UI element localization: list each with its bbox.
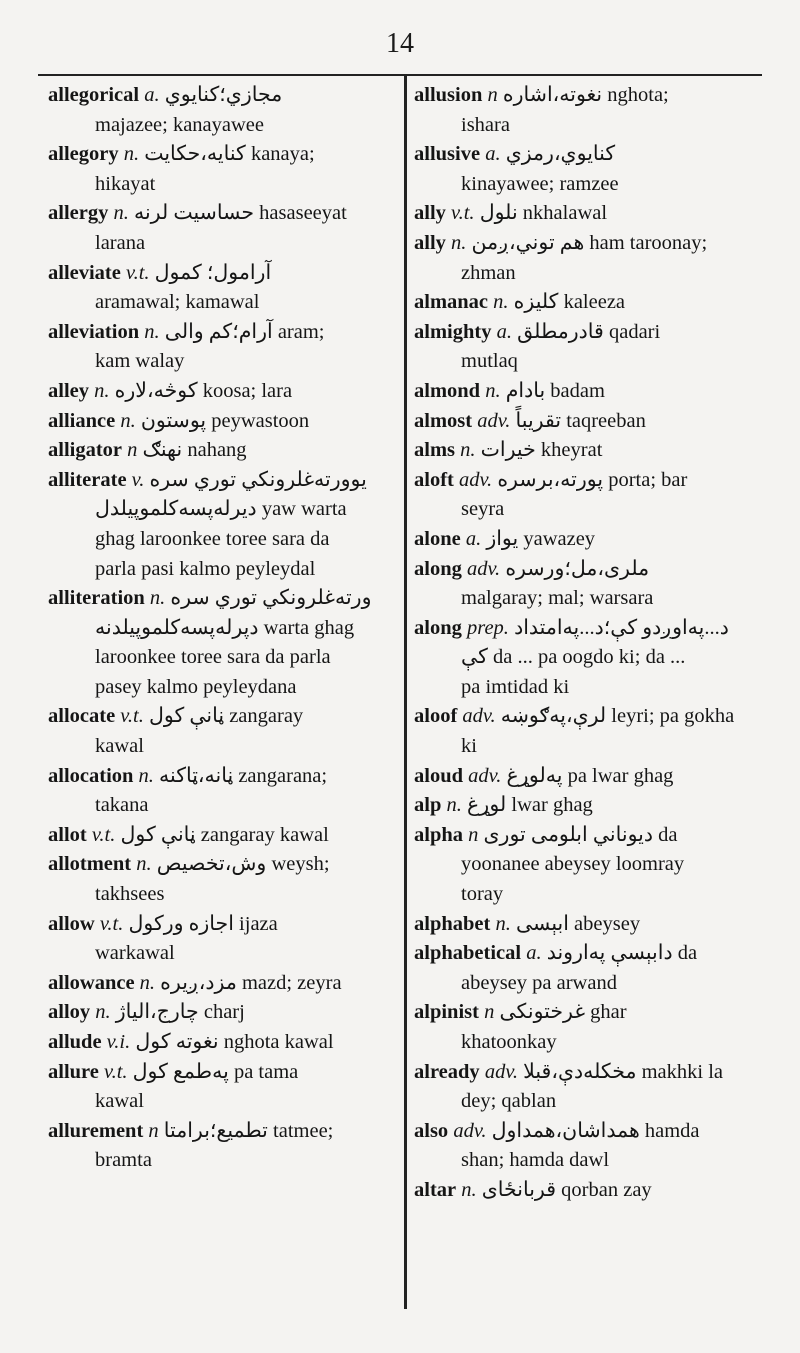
entry-definition-line: خيرات kheyrat	[480, 439, 603, 462]
entry-part-of-speech: v.t.	[91, 823, 116, 846]
entry-headword: allot	[48, 823, 87, 846]
entry-headword: aloft	[414, 468, 454, 491]
entry-headword: allusive	[414, 143, 481, 166]
dictionary-entry	[414, 910, 764, 940]
entry-headword: along	[414, 616, 462, 639]
dictionary-entry	[48, 850, 388, 909]
entry-definition-line: ghag laroonkee toree sara da	[95, 527, 330, 550]
entry-definition-line: ڼانې کول zangaray kawal	[120, 823, 329, 846]
entry-part-of-speech: n.	[461, 1178, 477, 1201]
entry-part-of-speech: v.t.	[451, 202, 475, 225]
entry-definition-line: ڼانې کول zangaray	[148, 705, 304, 728]
entry-part-of-speech: v.t.	[126, 261, 150, 284]
entry-definition-line: نغوته کول nghota kawal	[135, 1031, 334, 1053]
entry-part-of-speech: v.t.	[104, 1060, 128, 1083]
entry-definition-line: آرام؛کم والی aram;	[164, 320, 325, 343]
entry-definition-line: کليزه kaleeza	[513, 291, 626, 314]
entry-definition-line: ديوناني ابلومی توری da	[483, 823, 678, 846]
entry-definition-line: laroonkee toree sara da parla	[95, 646, 331, 669]
entry-part-of-speech: adv.	[453, 1119, 487, 1142]
entry-definition-line: کې da ... pa oogdo ki; da ...	[461, 646, 686, 669]
entry-definition-line: غرختونکی ghar	[499, 1001, 627, 1024]
entry-definition-line: يواز yawazey	[486, 527, 596, 550]
entry-part-of-speech: v.t.	[99, 912, 124, 935]
entry-definition-line: ورته‌غلرونکي توري سره	[170, 587, 372, 610]
entry-definition-line: تطميع؛برامتا tatmee;	[163, 1119, 334, 1142]
entry-part-of-speech: adv.	[458, 468, 493, 491]
header-rule	[38, 74, 762, 76]
entry-definition-line: zhman	[461, 261, 516, 284]
entry-part-of-speech: n.	[493, 291, 509, 314]
entry-definition-line: د...په‌اوږدو کې؛د...په‌امتداد	[514, 616, 729, 639]
entry-headword: aloud	[414, 764, 463, 787]
entry-definition-line: seyra	[461, 498, 505, 521]
dictionary-entry	[414, 436, 764, 466]
entry-definition-line: حساسيت لرنه hasaseeyat	[133, 202, 347, 225]
entry-headword: allocation	[48, 764, 134, 787]
entry-definition-line: bramta	[95, 1149, 152, 1172]
dictionary-entry	[414, 199, 764, 229]
entry-definition-line: toray	[461, 883, 504, 906]
entry-definition-line: پورته،برسره porta; bar	[497, 468, 688, 491]
entry-definition-line: پوستون peywastoon	[140, 409, 310, 432]
dictionary-entry	[48, 140, 388, 199]
dictionary-entry	[414, 555, 764, 614]
page-number: 14	[386, 28, 414, 59]
entry-definition-line: ishara	[461, 113, 510, 136]
dictionary-entry	[48, 998, 388, 1028]
entry-definition-line: abeysey pa arwand	[461, 971, 617, 994]
entry-headword: alliance	[48, 409, 116, 432]
entry-part-of-speech: n.	[451, 231, 467, 254]
entry-definition-line: kinayawee; ramzee	[461, 172, 619, 195]
left-column	[48, 81, 388, 1176]
entry-definition-line: دپرله‌پسه‌کلموپيلدنه warta ghag	[95, 616, 355, 639]
dictionary-entry	[48, 762, 388, 821]
entry-definition-line: dey; qablan	[461, 1090, 557, 1113]
entry-part-of-speech: a.	[526, 942, 542, 965]
entry-part-of-speech: n.	[95, 1001, 111, 1024]
dictionary-entry	[414, 1058, 764, 1117]
entry-headword: alleviation	[48, 320, 140, 343]
entry-headword: alligator	[48, 439, 123, 462]
entry-headword: almond	[414, 379, 481, 402]
entry-definition-line: مزد،ږيره mazd; zeyra	[160, 971, 342, 994]
entry-definition-line: لوړغ lwar ghag	[466, 794, 593, 817]
entry-definition-line: ابېسی abeysey	[515, 912, 641, 935]
dictionary-entry	[414, 377, 764, 407]
entry-definition-line: نهنګ nahang	[142, 439, 247, 462]
dictionary-entry	[48, 1117, 388, 1176]
entry-part-of-speech: v.t.	[120, 705, 144, 728]
entry-definition-line: takhsees	[95, 883, 165, 906]
dictionary-entry	[48, 318, 388, 377]
dictionary-entry	[414, 140, 764, 199]
entry-part-of-speech: a.	[465, 527, 482, 550]
entry-definition-line: کوڅه،لاره koosa; lara	[114, 379, 293, 402]
entry-part-of-speech: n.	[123, 143, 140, 166]
dictionary-entry	[414, 821, 764, 910]
entry-headword: altar	[414, 1178, 457, 1201]
entry-headword: alloy	[48, 1001, 91, 1024]
dictionary-entry	[48, 199, 388, 258]
entry-definition-line: همداشان،همداول hamda	[491, 1119, 700, 1142]
entry-part-of-speech: n	[468, 823, 479, 846]
entry-definition-line: ملری،مل؛ورسره	[505, 557, 650, 580]
entry-definition-line: کنايوي،رمزي	[505, 143, 616, 166]
entry-headword: allude	[48, 1031, 102, 1053]
entry-part-of-speech: n	[127, 439, 138, 462]
dictionary-entry	[414, 81, 764, 140]
entry-definition-line: larana	[95, 231, 146, 254]
entry-definition-line: malgaray; mal; warsara	[461, 587, 654, 610]
entry-part-of-speech: prep.	[466, 616, 509, 639]
dictionary-entry	[48, 259, 388, 318]
entry-definition-line: يوورته‌غلرونکي توري سره	[149, 468, 367, 491]
entry-headword: allowance	[48, 971, 135, 994]
dictionary-entry	[414, 791, 764, 821]
dictionary-entry	[414, 939, 764, 998]
entry-definition-line: کنايه،حکايت kanaya;	[144, 143, 315, 166]
dictionary-entry	[414, 614, 764, 703]
entry-definition-line: shan; hamda dawl	[461, 1149, 610, 1172]
entry-headword: ally	[414, 202, 446, 225]
entry-headword: almost	[414, 409, 473, 432]
dictionary-entry	[48, 584, 388, 702]
column-divider	[404, 74, 407, 1309]
dictionary-entry	[48, 969, 388, 999]
dictionary-entry	[48, 821, 388, 851]
entry-part-of-speech: n.	[120, 409, 136, 432]
entry-definition-line: ڼانه،ټاکنه zangarana;	[159, 764, 328, 787]
entry-part-of-speech: adv.	[468, 764, 502, 787]
dictionary-entry	[48, 1028, 388, 1058]
entry-definition-line: تقريباً taqreeban	[515, 409, 646, 432]
entry-part-of-speech: n.	[460, 439, 476, 462]
entry-definition-line: aramawal; kamawal	[95, 291, 260, 314]
entry-part-of-speech: adv.	[484, 1060, 519, 1083]
entry-definition-line: دابېسې په‌اروند da	[546, 942, 698, 965]
dictionary-entry	[414, 288, 764, 318]
entry-definition-line: kam walay	[95, 350, 185, 373]
entry-definition-line: kawal	[95, 1090, 144, 1113]
entry-headword: alphabet	[414, 912, 491, 935]
dictionary-entry	[48, 1058, 388, 1117]
entry-part-of-speech: n.	[139, 971, 156, 994]
entry-part-of-speech: n.	[495, 912, 511, 935]
entry-headword: allotment	[48, 853, 132, 876]
entry-definition-line: آرامول؛ کمول	[154, 261, 272, 284]
entry-definition-line: نغوته،اشاره nghota;	[502, 84, 669, 106]
entry-headword: also	[414, 1119, 449, 1142]
dictionary-entry	[48, 910, 388, 969]
entry-definition-line: چارج،الياژ charj	[115, 1001, 245, 1024]
entry-headword: alpha	[414, 823, 463, 846]
dictionary-entry	[48, 702, 388, 761]
entry-definition-line: هم توني،ږمن ham taroonay;	[471, 231, 708, 254]
right-column	[414, 81, 764, 1206]
entry-part-of-speech: n.	[485, 379, 501, 402]
entry-definition-line: kawal	[95, 735, 144, 758]
entry-headword: alliteration	[48, 587, 145, 610]
entry-definition-line: مجازي؛کنايوي	[164, 84, 283, 106]
entry-headword: alpinist	[414, 1001, 479, 1024]
entry-part-of-speech: adv.	[466, 557, 501, 580]
entry-part-of-speech: adv.	[462, 705, 496, 728]
entry-part-of-speech: n.	[149, 587, 166, 610]
entry-headword: alms	[414, 439, 455, 462]
entry-headword: alliterate	[48, 468, 127, 491]
dictionary-entry	[414, 466, 764, 525]
dictionary-entry	[414, 1117, 764, 1176]
dictionary-entry	[414, 525, 764, 555]
entry-definition-line: قادرمطلق qadari	[517, 320, 661, 343]
entry-headword: alp	[414, 794, 442, 817]
entry-headword: alone	[414, 527, 461, 550]
entry-definition-line: ki	[461, 735, 477, 758]
entry-part-of-speech: n	[148, 1119, 159, 1142]
entry-part-of-speech: n.	[94, 379, 110, 402]
entry-headword: allegory	[48, 143, 119, 166]
dictionary-entry	[48, 81, 388, 140]
entry-headword: almanac	[414, 291, 489, 314]
entry-part-of-speech: n.	[144, 320, 160, 343]
entry-part-of-speech: n.	[113, 202, 129, 225]
entry-headword: allurement	[48, 1119, 144, 1142]
entry-part-of-speech: n.	[136, 853, 152, 876]
entry-definition-line: pasey kalmo peyleydana	[95, 675, 297, 698]
dictionary-entry	[414, 762, 764, 792]
entry-definition-line: mutlaq	[461, 350, 518, 373]
entry-headword: alley	[48, 379, 89, 402]
entry-headword: alphabetical	[414, 942, 522, 965]
entry-definition-line: اجازه ورکول ijaza	[128, 912, 278, 935]
entry-definition-line: takana	[95, 794, 149, 817]
entry-definition-line: hikayat	[95, 172, 156, 195]
entry-part-of-speech: a.	[496, 320, 512, 343]
entry-definition-line: yoonanee abeysey loomray	[461, 853, 685, 876]
entry-definition-line: warkawal	[95, 942, 175, 965]
entry-headword: almighty	[414, 320, 492, 343]
dictionary-entry	[414, 1176, 764, 1206]
entry-headword: ally	[414, 231, 446, 254]
entry-headword: allocate	[48, 705, 116, 728]
entry-definition-line: majazee; kanayawee	[95, 113, 265, 136]
entry-definition-line: قربانځای qorban zay	[481, 1178, 652, 1201]
entry-headword: along	[414, 557, 462, 580]
entry-definition-line: نلول nkhalawal	[479, 202, 608, 225]
entry-part-of-speech: n.	[446, 794, 462, 817]
entry-definition-line: parla pasi kalmo peyleydal	[95, 557, 316, 580]
entry-headword: allegorical	[48, 84, 140, 106]
entry-part-of-speech: n.	[138, 764, 154, 787]
entry-part-of-speech: a.	[144, 84, 160, 106]
dictionary-entry	[414, 702, 764, 761]
dictionary-entry	[48, 407, 388, 437]
entry-headword: allusion	[414, 84, 483, 106]
entry-definition-line: ديرله‌پسه‌کلموپيلدل yaw warta	[95, 498, 347, 521]
entry-part-of-speech: v.i.	[106, 1031, 131, 1053]
entry-part-of-speech: n	[487, 84, 498, 106]
dictionary-entry	[414, 318, 764, 377]
entry-definition-line: pa imtidad ki	[461, 675, 570, 698]
entry-headword: allure	[48, 1060, 99, 1083]
dictionary-entry	[48, 436, 388, 466]
entry-part-of-speech: v.	[131, 468, 145, 491]
entry-headword: aloof	[414, 705, 458, 728]
entry-definition-line: khatoonkay	[461, 1031, 557, 1053]
entry-headword: allergy	[48, 202, 109, 225]
entry-headword: alleviate	[48, 261, 121, 284]
entry-part-of-speech: adv.	[477, 409, 511, 432]
entry-definition-line: په‌لوړغ pa lwar ghag	[506, 764, 674, 787]
entry-headword: allow	[48, 912, 95, 935]
dictionary-entry	[414, 229, 764, 288]
entry-definition-line: وش،تخصيص weysh;	[156, 853, 330, 876]
entry-part-of-speech: a.	[485, 143, 501, 166]
entry-definition-line: مخکله‌دې،قبلا makhki la	[523, 1060, 724, 1083]
entry-definition-line: لرې،په‌ګوښه leyri; pa gokha	[500, 705, 735, 728]
entry-part-of-speech: n	[484, 1001, 495, 1024]
dictionary-entry	[414, 407, 764, 437]
entry-definition-line: بادام badam	[505, 379, 605, 402]
dictionary-entry	[48, 377, 388, 407]
entry-headword: already	[414, 1060, 480, 1083]
entry-definition-line: په‌طمع کول pa tama	[132, 1060, 299, 1083]
dictionary-entry	[414, 998, 764, 1057]
dictionary-entry	[48, 466, 388, 584]
